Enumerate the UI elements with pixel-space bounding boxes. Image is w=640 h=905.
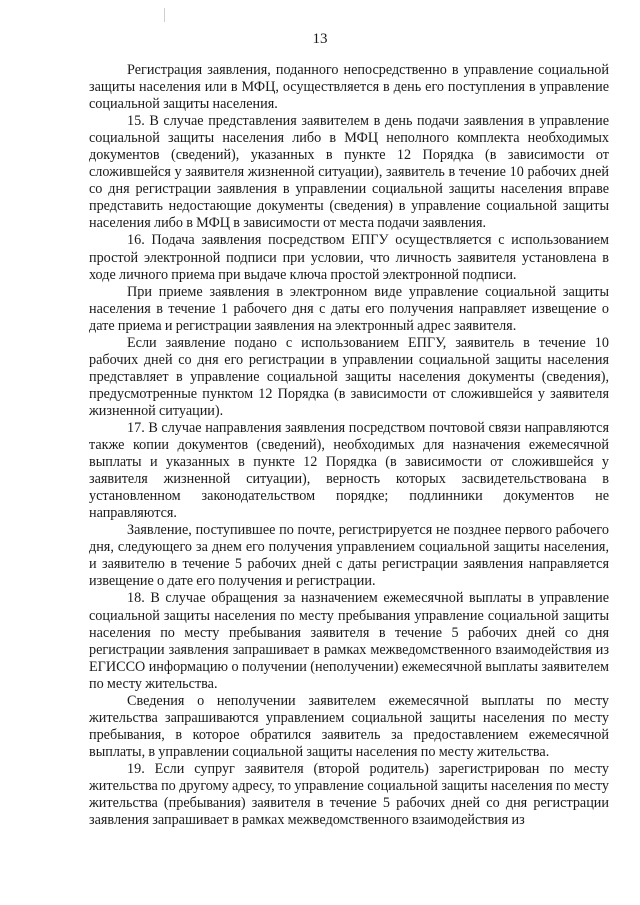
paragraph-epgu-documents: Если заявление подано с использованием ЕПГУ, заявитель в течение 10 рабочих дней со дня его регистрации в управлении социальной защиты населения представляет в управление социальной защиты населения документы (сведения), предусмотренные пунктом 12 Порядка (в зависимости от сложившейся у заявителя жизненной ситуации). — [89, 334, 609, 419]
paragraph-non-receipt-info: Сведения о неполучении заявителем ежемесячной выплаты по месту жительства запрашиваются управлением социальной защиты населения по месту пребывания, в которое обратился заявитель за предоставлением ежемесячной выплаты, в управлении социальной защиты населения по месту жительства. — [89, 692, 609, 760]
paragraph-18: 18. В случае обращения за назначением ежемесячной выплаты в управление социальной защиты населения по месту пребывания управление социальной защиты населения по месту пребывания заявителя в течение 5 рабочих дней со дня регистрации заявления запрашивает в рамках межведомственного взаимодействия из ЕГИССО информацию о получении (неполучении) ежемесячной выплаты заявителем по месту жительства. — [89, 590, 609, 692]
paragraph-postal-registration: Заявление, поступившее по почте, регистрируется не позднее первого рабочего дня, следующего за днем его получения управлением социальной защиты населения, и заявителю в течение 5 рабочих дней с даты регистрации заявления направляется извещение о дате его получения и регистрации. — [89, 522, 609, 590]
page-number: 13 — [312, 31, 328, 47]
paragraph-17: 17. В случае направления заявления посредством почтовой связи направляются также копии документов (сведений), необходимых для назначения ежемесячной выплаты и указанных в пункте 12 Порядка (в зависимости от сложившейся у заявителя жизненной ситуации), верность которых засвидетельствована в установленном законодательством порядке; подлинники документов не направляются. — [89, 419, 609, 522]
paragraph-15: 15. В случае представления заявителем в день подачи заявления в управление социальной защиты населения либо в МФЦ неполного комплекта необходимых документов (сведений), указанных в пункте 12 Порядка (в зависимости от сложившейся у заявителя жизненной ситуации), заявитель в течение 10 рабочих дней со дня регистрации заявления в управлении социальной защиты населения вправе представить недостающие документы (сведения) в управление социальной защиты населения либо в МФЦ в зависимости от места подачи заявления. — [89, 113, 609, 232]
paragraph-registration: Регистрация заявления, поданного непосредственно в управление социальной защиты населения или в МФЦ, осуществляется в день его поступления в управление социальной защиты населения. — [89, 62, 609, 113]
paragraph-16: 16. Подача заявления посредством ЕПГУ осуществляется с использованием простой электронной подписи при условии, что личность заявителя установлена в ходе личного приема при выдаче ключа простой электронной подписи. — [89, 232, 609, 283]
scan-margin-mark — [164, 8, 165, 22]
paragraph-electronic-receipt: При приеме заявления в электронном виде управление социальной защиты населения в течение 1 рабочего дня с даты его получения направляет извещение о дате приема и регистрации заявления на электронный адрес заявителя. — [89, 283, 609, 334]
paragraph-19: 19. Если супруг заявителя (второй родитель) зарегистрирован по месту жительства по другому адресу, то управление социальной защиты населения по месту жительства (пребывания) заявителя в течение 5 рабочих дней со дня регистрации заявления запрашивает в рамках межведомственного взаимодействия из — [89, 760, 609, 829]
page-body — [89, 62, 609, 829]
